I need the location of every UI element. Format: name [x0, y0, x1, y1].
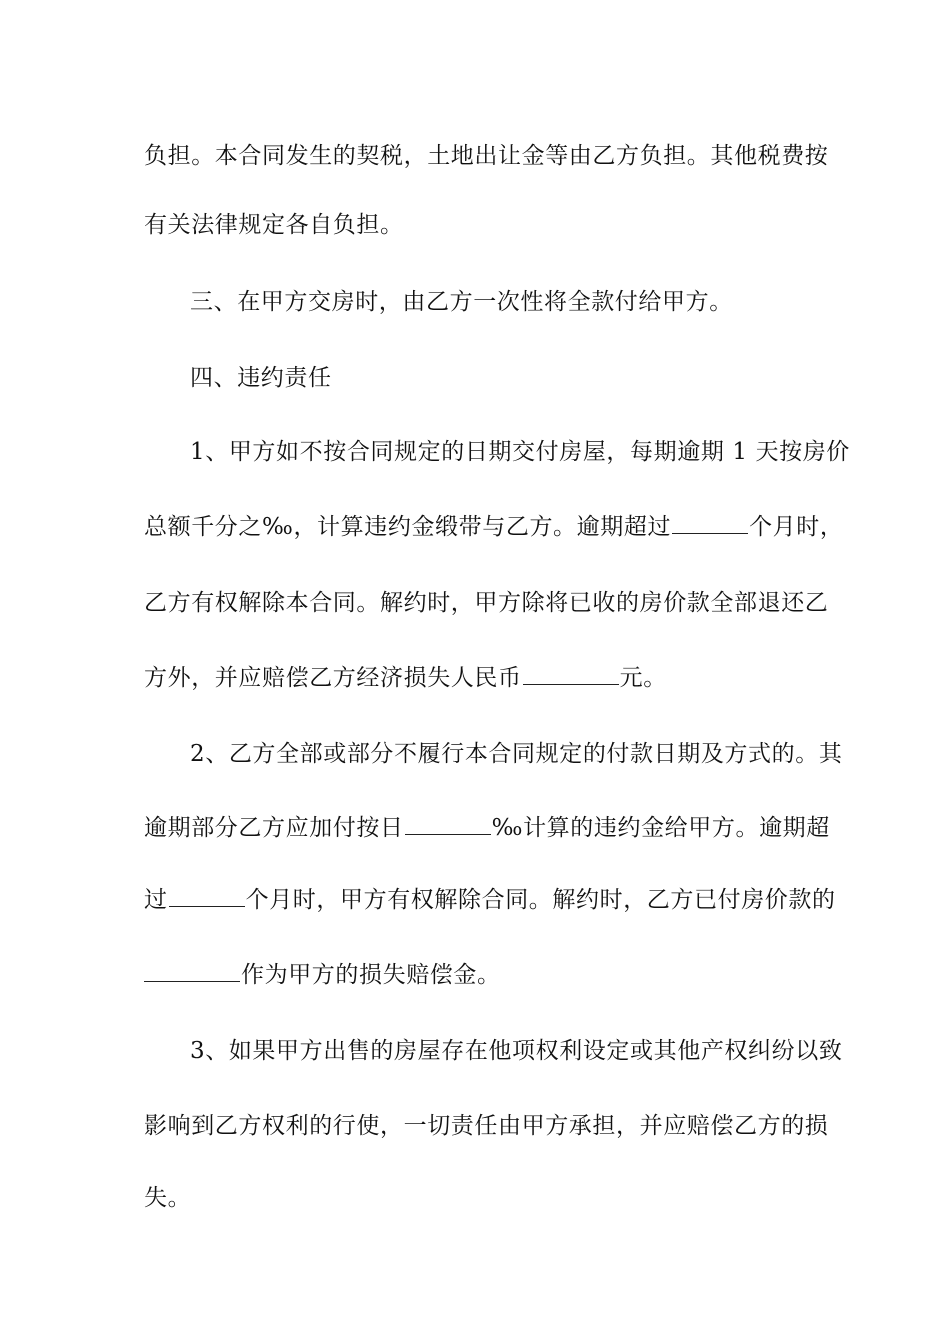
clause-1-line-1	[190, 432, 870, 472]
text: 乙方有权解除本合同。解约时，甲方除将已收的房价款全部退还乙	[144, 590, 829, 616]
fill-in-blank[interactable]	[672, 507, 748, 534]
text: 过	[144, 887, 168, 913]
fill-in-blank[interactable]	[169, 880, 245, 907]
text: 三、在甲方交房时，由乙方一次性将全款付给甲方。	[190, 289, 733, 315]
clause-2-line-1	[190, 734, 870, 774]
heading: 四、违约责任	[190, 365, 332, 391]
text-line-1	[144, 136, 829, 176]
text: 负担。本合同发生的契税，土地出让金等由乙方负担。其他税费按	[144, 143, 829, 169]
fill-in-blank[interactable]	[144, 955, 240, 982]
clause-2-line-2	[144, 808, 830, 848]
text: 失。	[144, 1185, 192, 1211]
text: 1、甲方如不按合同规定的日期交付房屋，每期逾期 1 天按房价	[190, 439, 850, 465]
text: 方外，并应赔偿乙方经济损失人民币	[144, 665, 522, 691]
text: 有关法律规定各自负担。	[144, 212, 404, 238]
section-heading-breach	[190, 358, 870, 398]
text: ‰计算的违约金给甲方。逾期超	[491, 815, 830, 841]
text: 元。	[619, 665, 667, 691]
text: 个月时，	[749, 514, 844, 540]
clause-2-line-4	[144, 955, 824, 995]
fill-in-blank[interactable]	[405, 808, 491, 835]
clause-1-line-3	[144, 583, 829, 623]
clause-3-payment	[190, 282, 870, 322]
text: 影响到乙方权利的行使，一切责任由甲方承担，并应赔偿乙方的损	[144, 1113, 829, 1139]
clause-1-line-4	[144, 658, 824, 698]
text: 逾期部分乙方应加付按日	[144, 815, 404, 841]
clause-1-line-2	[144, 507, 844, 547]
fill-in-blank[interactable]	[523, 658, 619, 685]
clause-3-line-1	[190, 1031, 870, 1071]
text: 个月时，甲方有权解除合同。解约时，乙方已付房价款的	[245, 887, 836, 913]
text: 2、乙方全部或部分不履行本合同规定的付款日期及方式的。其	[190, 741, 843, 767]
text: 作为甲方的损失赔偿金。	[241, 962, 501, 988]
text: 3、如果甲方出售的房屋存在他项权利设定或其他产权纠纷以致	[190, 1038, 843, 1064]
text: 总额千分之‰，计算违约金缎带与乙方。逾期超过	[144, 514, 672, 540]
clause-3-line-2	[144, 1106, 829, 1146]
text-line-2	[144, 205, 824, 245]
clause-3-line-3	[144, 1178, 824, 1218]
clause-2-line-3	[144, 880, 836, 920]
